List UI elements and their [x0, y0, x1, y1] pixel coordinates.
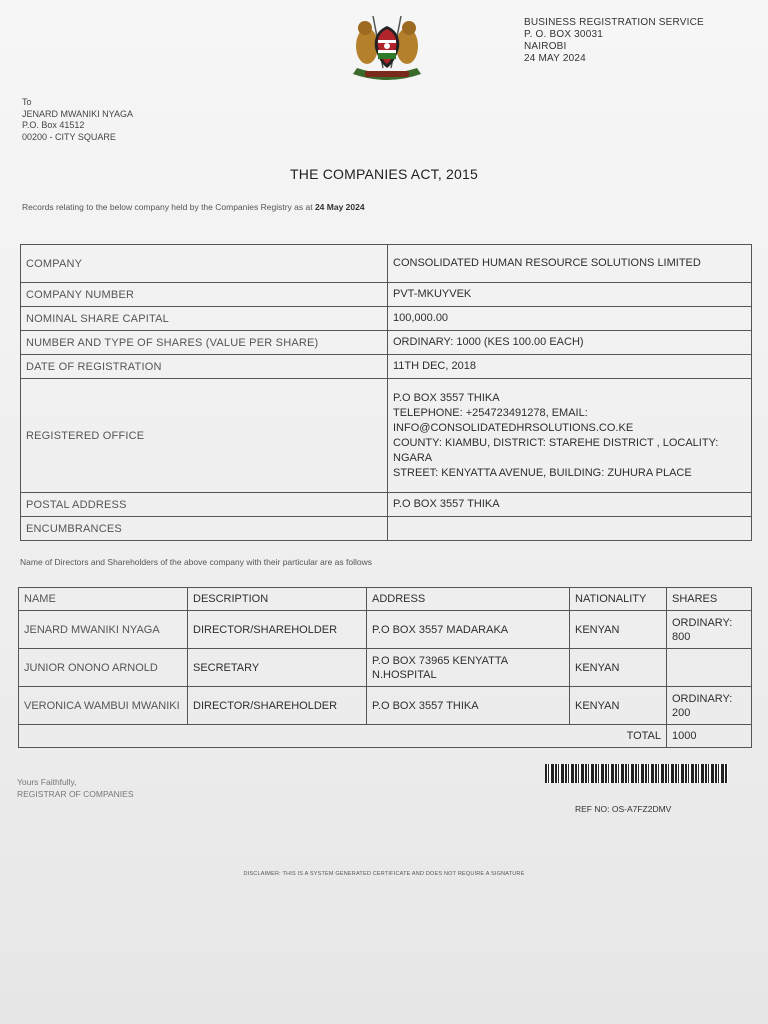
field-label: ENCUMBRANCES — [21, 517, 388, 541]
column-header: NAME — [19, 588, 188, 611]
total-value: 1000 — [667, 725, 752, 748]
barcode-icon — [545, 764, 728, 783]
field-value: CONSOLIDATED HUMAN RESOURCE SOLUTIONS LIMITED — [388, 245, 752, 283]
director-name: VERONICA WAMBUI MWANIKI — [19, 687, 188, 725]
directors-intro: Name of Directors and Shareholders of the above company with their particular are as follows — [20, 557, 372, 567]
director-address: P.O BOX 3557 THIKA — [367, 687, 570, 725]
disclaimer-text: DISCLAIMER: THIS IS A SYSTEM GENERATED CERTIFICATE AND DOES NOT REQUIRE A SIGNATURE — [243, 871, 525, 877]
table-row — [21, 379, 752, 493]
table-row — [21, 307, 752, 331]
director-name: JENARD MWANIKI NYAGA — [19, 611, 188, 649]
column-header: SHARES — [667, 588, 752, 611]
field-label: REGISTERED OFFICE — [21, 379, 388, 493]
document-title: THE COMPANIES ACT, 2015 — [290, 166, 478, 182]
coat-of-arms-icon — [343, 12, 431, 84]
director-nationality: KENYAN — [570, 687, 667, 725]
table-row — [21, 245, 752, 283]
table-header-row — [19, 588, 752, 611]
director-address: P.O BOX 73965 KENYATTA N.HOSPITAL — [367, 649, 570, 687]
table-row — [21, 517, 752, 541]
director-nationality: KENYAN — [570, 649, 667, 687]
director-shares — [667, 649, 752, 687]
field-value: 100,000.00 — [388, 307, 752, 331]
records-intro-date: 24 May 2024 — [314, 202, 365, 212]
field-value: P.O BOX 3557 THIKA — [388, 493, 752, 517]
director-shares: ORDINARY: 200 — [667, 687, 752, 725]
total-row — [19, 725, 752, 748]
column-header: NATIONALITY — [570, 588, 667, 611]
recipient-name: JENARD MWANIKI NYAGA — [22, 108, 134, 119]
field-value — [388, 517, 752, 541]
issuer-name: BUSINESS REGISTRATION SERVICE — [524, 17, 704, 28]
table-row — [21, 493, 752, 517]
table-row — [21, 355, 752, 379]
table-row — [19, 649, 752, 687]
column-header: ADDRESS — [367, 588, 570, 611]
total-label: TOTAL — [19, 725, 667, 748]
director-description: DIRECTOR/SHAREHOLDER — [188, 687, 367, 725]
table-row — [21, 331, 752, 355]
table-row — [19, 687, 752, 725]
field-label: POSTAL ADDRESS — [21, 493, 388, 517]
signoff-title: REGISTRAR OF COMPANIES — [17, 789, 134, 799]
field-label: NUMBER AND TYPE OF SHARES (VALUE PER SHARE) — [21, 331, 388, 355]
field-value: 11TH DEC, 2018 — [388, 355, 752, 379]
director-description: DIRECTOR/SHAREHOLDER — [188, 611, 367, 649]
field-label: COMPANY — [21, 245, 388, 283]
director-nationality: KENYAN — [570, 611, 667, 649]
signoff-closing: Yours Faithfully, — [17, 777, 77, 787]
issuer-po-box: P. O. BOX 30031 — [524, 29, 603, 40]
issuer-block — [524, 17, 704, 65]
field-label: DATE OF REGISTRATION — [21, 355, 388, 379]
recipient-po-box: P.O. Box 41512 — [22, 120, 85, 130]
recipient-block — [22, 97, 133, 143]
signoff-block — [17, 776, 134, 800]
field-label: COMPANY NUMBER — [21, 283, 388, 307]
to-label: To — [22, 97, 32, 107]
issue-date: 24 MAY 2024 — [524, 53, 586, 64]
director-description: SECRETARY — [188, 649, 367, 687]
column-header: DESCRIPTION — [188, 588, 367, 611]
director-name: JUNIOR ONONO ARNOLD — [19, 649, 188, 687]
table-row — [19, 611, 752, 649]
reference-number: REF NO: OS-A7FZ2DMV — [575, 804, 672, 814]
registered-office-value: P.O BOX 3557 THIKA TELEPHONE: +254723491278, EMAIL: INFO@CONSOLIDATEDHRSOLUTIONS.CO.KE COUNTY: KIAMBU, DISTRICT: STAREHE DISTRICT , LOCALITY: NGARA STREET: KENYATTA AVENUE, BUILDING: ZUHURA PLACE — [388, 379, 752, 493]
field-label: NOMINAL SHARE CAPITAL — [21, 307, 388, 331]
field-value: PVT-MKUYVEK — [388, 283, 752, 307]
field-value: ORDINARY: 1000 (KES 100.00 EACH) — [388, 331, 752, 355]
company-details-table — [20, 244, 752, 541]
directors-table — [18, 587, 752, 748]
director-shares: ORDINARY: 800 — [667, 611, 752, 649]
recipient-postal: 00200 - CITY SQUARE — [22, 131, 116, 142]
table-row — [21, 283, 752, 307]
records-intro — [22, 202, 365, 212]
director-address: P.O BOX 3557 MADARAKA — [367, 611, 570, 649]
issuer-city: NAIROBI — [524, 41, 567, 52]
records-intro-text: Records relating to the below company held by the Companies Registry as at — [22, 202, 313, 212]
